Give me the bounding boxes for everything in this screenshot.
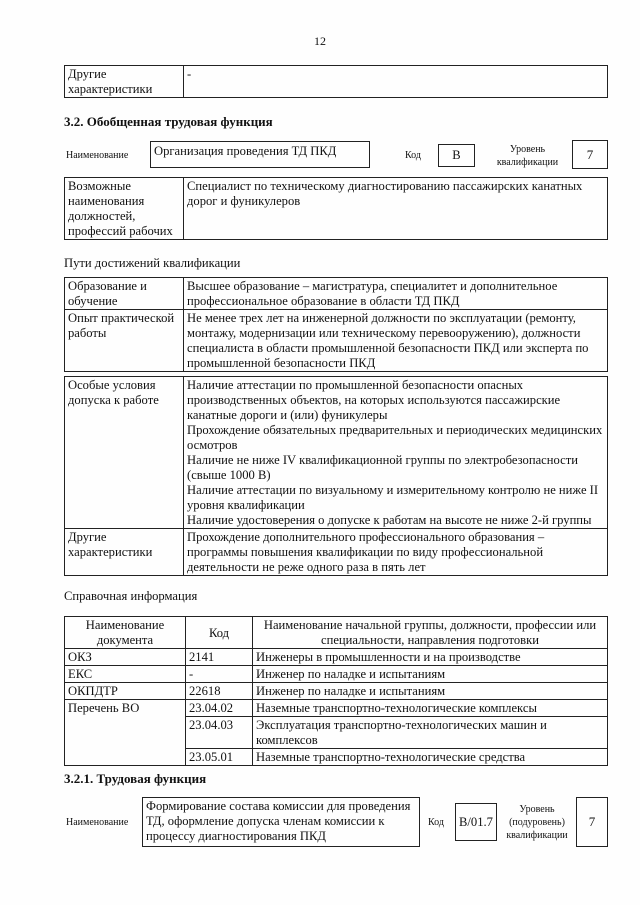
cell-name: Наземные транспортно-технологические комплексы <box>253 700 608 717</box>
lf-code-value <box>455 803 497 841</box>
cell-name: Наземные транспортно-технологические средства <box>253 749 608 766</box>
lf-level-text: 7 <box>588 814 596 829</box>
page-number: 12 <box>314 34 326 48</box>
paths-heading: Пути достижений квалификации <box>64 256 241 270</box>
gen-code-value <box>438 144 475 167</box>
gen-level-value <box>572 140 608 169</box>
gen-name-text: Организация проведения ТД ПКД <box>154 144 337 158</box>
experience-label: Опыт практической работы <box>65 310 184 372</box>
top-other-characteristics-table <box>64 65 608 98</box>
cell-doc: Перечень ВО <box>65 700 186 766</box>
cell-doc: ОКПДТР <box>65 683 186 700</box>
labor-function-heading: 3.2.1. Трудовая функция <box>64 771 207 786</box>
admission-table <box>64 376 608 576</box>
admission-item: Наличие аттестации по визуальному и измерительному контролю не ниже II уровня квалификации <box>187 483 599 512</box>
admission-label: Особые условия допуска к работе <box>65 377 184 529</box>
lf-code-label: Код <box>428 817 444 828</box>
lf-name-value <box>142 797 420 847</box>
other-characteristics-label: Другие характеристики <box>65 66 184 98</box>
cell-code: 2141 <box>186 649 253 666</box>
paths-table <box>64 277 608 372</box>
cell-name: Инженеры в промышленности и на производстве <box>253 649 608 666</box>
other-characteristics-value: - <box>184 66 608 98</box>
positions-value: Специалист по техническому диагностированию пассажирских канатных дорог и фуникулеров <box>184 178 608 240</box>
cell-code: 23.04.02 <box>186 700 253 717</box>
lf-level-value <box>576 797 608 847</box>
gen-code-text: В <box>452 148 461 162</box>
table-row <box>65 700 608 717</box>
cell-code: 22618 <box>186 683 253 700</box>
table-row <box>65 310 608 372</box>
reference-table <box>64 616 608 766</box>
cell-name: Инженер по наладке и испытаниям <box>253 666 608 683</box>
education-value: Высшее образование – магистратура, специалитет и дополнительное профессиональное образование в области ТД ПКД <box>184 278 608 310</box>
cell-name: Инженер по наладке и испытаниям <box>253 683 608 700</box>
table-row <box>65 666 608 683</box>
other-value: Прохождение дополнительного профессионального образования – программы повышения квалификации по виду профессиональной деятельности не реже одного раза в пять лет <box>184 529 608 576</box>
cell-doc: ОКЗ <box>65 649 186 666</box>
header-code: Код <box>186 617 253 649</box>
admission-item: Наличие не ниже IV квалификационной группы по электробезопасности (свыше 1000 В) <box>187 453 578 482</box>
table-header-row <box>65 617 608 649</box>
experience-value: Не менее трех лет на инженерной должности по эксплуатации (ремонту, монтажу, модернизации или техническому перевооружению), должности специалиста в области промышленной безопасности ПКД или эксперта по промышленной безопасности ПКД <box>184 310 608 372</box>
cell-name: Эксплуатация транспортно-технологических машин и комплексов <box>253 717 608 749</box>
cell-code: - <box>186 666 253 683</box>
admission-item: Наличие удостоверения о допуске к работам на высоте не ниже 2-й группы <box>187 513 592 527</box>
cell-code: 23.05.01 <box>186 749 253 766</box>
admission-item: Прохождение обязательных предварительных и периодических медицинских осмотров <box>187 423 603 452</box>
admission-items <box>184 377 608 529</box>
gen-name-label: Наименование <box>66 150 129 161</box>
other-label: Другие характеристики <box>65 529 184 576</box>
gen-name-value <box>150 141 370 168</box>
lf-name-text: Формирование состава комиссии для проведения ТД, оформление допуска членам комиссии к процессу диагностирования ПКД <box>146 799 411 843</box>
lf-name-label: Наименование <box>66 817 129 828</box>
generalized-function-heading: 3.2. Обобщенная трудовая функция <box>64 114 273 129</box>
possible-positions-table <box>64 177 608 240</box>
education-label: Образование и обучение <box>65 278 184 310</box>
gen-level-text: 7 <box>586 147 594 162</box>
table-row <box>65 377 608 529</box>
table-row <box>65 278 608 310</box>
admission-item: Наличие аттестации по промышленной безопасности опасных производственных объектов, на которых используются пассажирские канатные дороги и (или) фуникулеры <box>187 378 561 422</box>
reference-heading: Справочная информация <box>64 589 198 603</box>
cell-code: 23.04.03 <box>186 717 253 749</box>
table-row <box>65 683 608 700</box>
lf-level-label: Уровень (подуровень) квалификации <box>506 804 568 841</box>
lf-code-text: В/01.7 <box>459 815 493 829</box>
gen-level-label: Уровень квалификации <box>496 144 559 168</box>
header-name: Наименование начальной группы, должности, профессии или специальности, направления подготовки <box>253 617 608 649</box>
table-row <box>65 649 608 666</box>
header-document: Наименование документа <box>65 617 186 649</box>
gen-code-label: Код <box>405 150 421 161</box>
table-row <box>65 529 608 576</box>
positions-label: Возможные наименования должностей, профессий рабочих <box>65 178 184 240</box>
cell-doc: ЕКС <box>65 666 186 683</box>
